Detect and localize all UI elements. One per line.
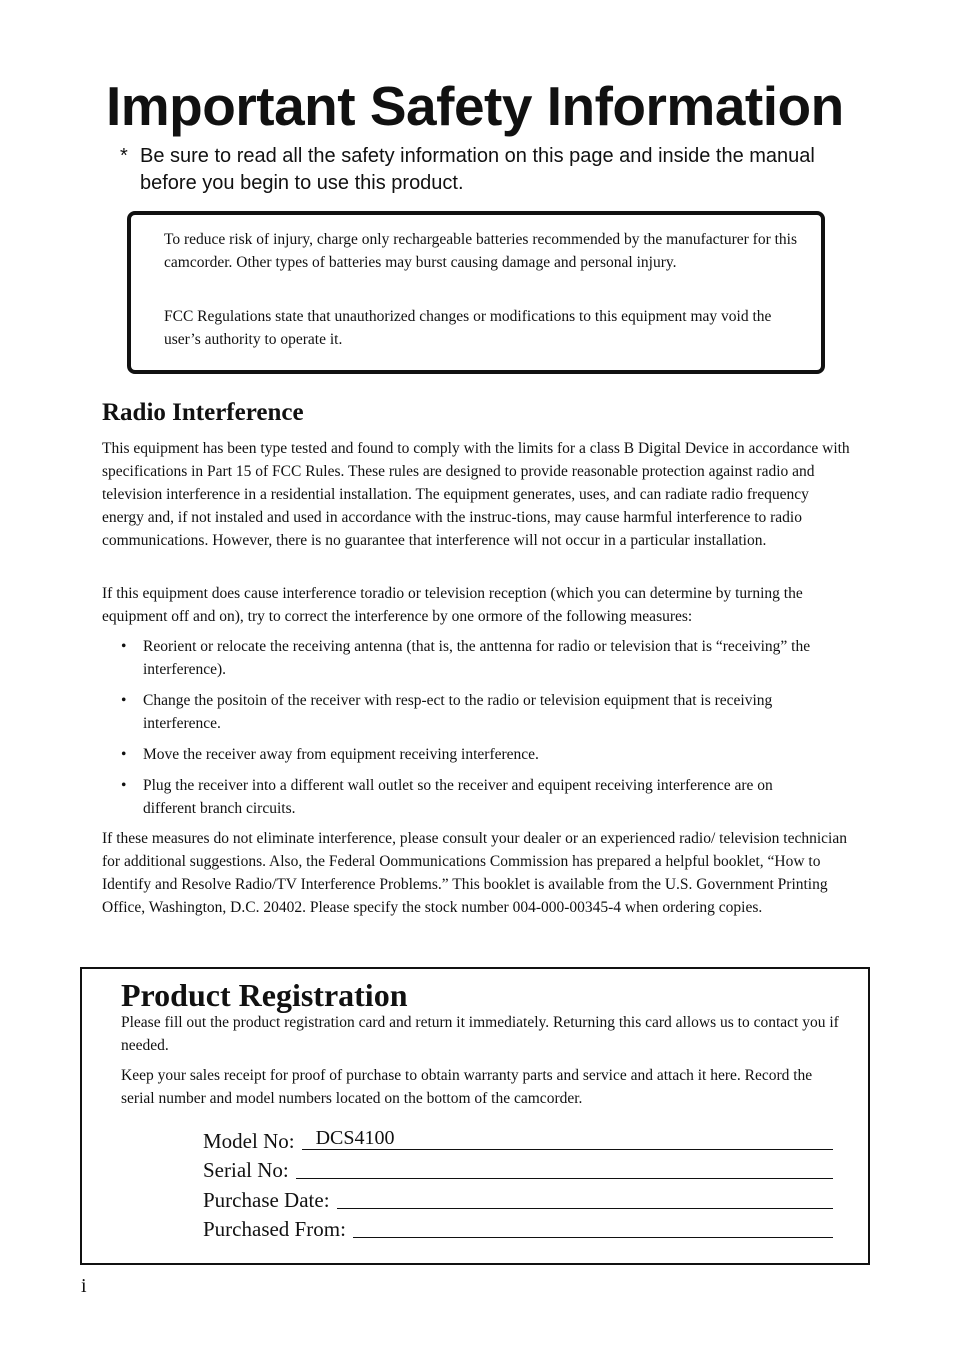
registration-paragraph: Please fill out the product registration card and return it immediately. Returning this card allows us to contact you if needed. [121,1014,839,1054]
list-item-text: Plug the receiver into a different wall outlet so the receiver and equipent receiving interference are on different branch circuits. [143,777,773,817]
list-item [102,743,822,766]
battery-warning-text: To reduce risk of injury, charge only rechargeable batteries recommended by the manufacturer for this camcorder. Other types of batteries may burst causing damage and personal injury. [164,231,798,271]
list-item-text: Reorient or relocate the receiving antenna (that is, the anttenna for radio or television that is “receiving” the interference). [143,638,811,678]
list-item [102,774,822,820]
list-item-text: Change the positoin of the receiver with resp-ect to the radio or television equipment that is receiving interference. [143,692,773,732]
product-registration-box [80,967,870,1265]
bullet-marker: • [121,638,127,655]
bullet-marker: • [121,746,127,763]
page-title: Important Safety Information [106,75,844,137]
serial-no-label: Serial No: [203,1158,289,1182]
registration-paragraph: Keep your sales receipt for proof of purchase to obtain warranty parts and service and attach it here. Record the serial number and model numbers located on the bottom of the camcorder. [121,1067,813,1107]
bullet-marker: • [121,692,127,709]
radio-interference-paragraph: If this equipment does cause interference toradio or television reception (which you can determine by turning the equipment off and on), try to correct the interference by one ormore of the following measures: [102,585,803,625]
warning-box [127,211,825,374]
purchase-date-field[interactable] [337,1185,833,1209]
safety-note [120,143,820,197]
interference-measures-list [102,635,822,828]
purchased-from-label: Purchased From: [203,1217,346,1241]
radio-interference-paragraph: This equipment has been type tested and found to comply with the limits for a class B Digital Device in accordance with specifications in Part 15 of FCC Rules. These rules are designed to provide reasonable protection against radio and television interference in a residential installation. The equipment generates, uses, and can radiate radio frequency energy and, if not instaled and used in accordance with the instruc-tions, may cause harmful interference to radio communications. However, there is no guarantee that interference will not occur in a particular installation. [102,440,850,549]
note-marker: * [120,145,128,167]
list-item-text: Move the receiver away from equipment receiving interference. [143,746,539,763]
purchased-from-field[interactable] [353,1214,833,1238]
purchased-from-row [203,1213,833,1243]
list-item [102,689,822,735]
purchase-date-label: Purchase Date: [203,1187,330,1212]
model-no-row [203,1124,833,1154]
bullet-marker: • [121,777,127,794]
fcc-warning-text: FCC Regulations state that unauthorized changes or modifications to this equipment may void the user’s authority to operate it. [164,308,772,348]
model-no-field[interactable]: DCS4100 [302,1126,833,1150]
registration-form [203,1124,833,1242]
model-no-label: Model No: [203,1128,295,1153]
serial-no-row [203,1154,833,1184]
product-registration-heading: Product Registration [121,977,408,1013]
radio-interference-heading: Radio Interference [102,399,304,426]
radio-interference-paragraph: If these measures do not eliminate interference, please consult your dealer or an experienced radio/ television technician for additional suggestions. Also, the Federal Oommunications Commission has prepared a helpful booklet, “How to Identify and Resolve Radio/TV Interference Problems.” This booklet is available from the U.S. Government Printing Office, Washington, D.C. 20402. Please specify the stock number 004-000-00345-4 when ordering copies. [102,830,847,916]
note-text: Be sure to read all the safety information on this page and inside the manual before you begin to use this product. [140,145,815,194]
page-number: i [81,1275,87,1297]
purchase-date-row [203,1183,833,1213]
list-item [102,635,822,681]
serial-no-field[interactable] [296,1155,833,1179]
